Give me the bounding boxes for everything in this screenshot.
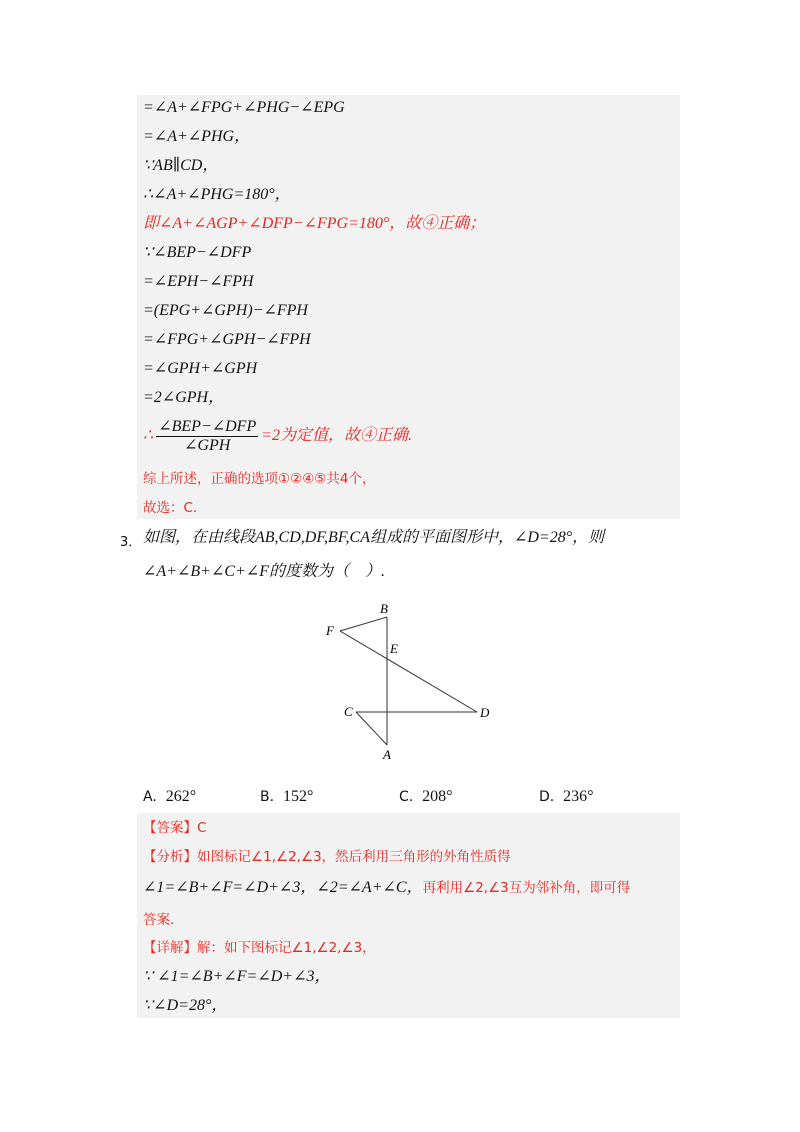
solution-line-1: =∠A+∠FPG+∠PHG−∠EPG [143, 99, 345, 116]
option-d-value: 236° [563, 788, 594, 805]
label-E: E [390, 641, 398, 656]
solution-line-3: ∵AB∥CD， [143, 157, 219, 174]
label-F: F [326, 623, 334, 638]
fraction-conclusion: =2为定值，故④正确. [261, 427, 413, 445]
analysis-line-2 [143, 877, 630, 898]
detail-tag: 【详解】 [143, 940, 197, 956]
solution-line-12-fraction [143, 418, 412, 455]
detail-text-1: 解：如下图标记∠1,∠2,∠3， [197, 940, 376, 956]
fraction-numerator: ∠BEP−∠DFP [158, 418, 257, 435]
analysis-text-1: 如图标记∠1,∠2,∠3，然后利用三角形的外角性质得 [197, 849, 511, 865]
solution-line-9: =∠FPG+∠GPH−∠FPH [143, 331, 311, 348]
fraction-denominator: ∠GPH [184, 437, 231, 454]
geometry-figure [320, 595, 500, 765]
analysis-line-1 [143, 847, 511, 867]
solution-line-2: =∠A+∠PHG， [143, 128, 251, 145]
answer-line [143, 818, 206, 838]
segment-FD [340, 631, 477, 712]
question-text-line-1: 如图，在由线段AB,CD,DF,BF,CA组成的平面图形中，∠D=28°，则 [143, 529, 605, 546]
option-c-letter: C. [399, 789, 414, 805]
solution-line-10: =∠GPH+∠GPH [143, 360, 258, 377]
solution-line-8: =(EPG+∠GPH)−∠FPH [143, 302, 308, 319]
option-c-value: 208° [422, 788, 453, 805]
detail-line-3: ∵∠D=28°， [143, 997, 228, 1014]
solution-line-11: =2∠GPH， [143, 389, 225, 406]
answer-block-background [137, 813, 680, 1018]
segment-CA [356, 712, 387, 745]
solution-line-6: ∵∠BEP−∠DFP [143, 244, 252, 261]
option-a [143, 788, 196, 806]
choice-line: 故选：C. [143, 500, 198, 516]
solution-line-5: 即∠A+∠AGP+∠DFP−∠FPG=180°，故④正确； [143, 215, 486, 232]
option-b [260, 788, 313, 806]
option-c [399, 788, 453, 806]
solution-line-4: ∴∠A+∠PHG=180°， [143, 186, 291, 203]
answer-value: C [197, 820, 207, 836]
option-b-value: 152° [282, 788, 314, 805]
answer-tag: 【答案】 [143, 820, 197, 836]
analysis-tag: 【分析】 [143, 849, 197, 865]
solution-line-7: =∠EPH−∠FPH [143, 273, 254, 290]
option-d-letter: D. [539, 789, 555, 805]
analysis-line-3: 答案. [143, 912, 175, 928]
detail-line-2: ∵ ∠1=∠B+∠F=∠D+∠3， [143, 968, 331, 985]
segment-BF [340, 617, 387, 631]
question-number: 3． [120, 535, 142, 550]
label-C: C [344, 704, 353, 719]
analysis-math: ∠1=∠B+∠F=∠D+∠3，∠2=∠A+∠C， [143, 879, 423, 896]
question-text-line-2: ∠A+∠B+∠C+∠F的度数为（ ）. [143, 563, 386, 580]
option-a-letter: A. [143, 789, 157, 805]
option-d [539, 788, 594, 806]
option-a-value: 262° [165, 788, 197, 805]
summary-line: 综上所述，正确的选项①②④⑤共4个， [143, 471, 376, 487]
label-B: B [380, 601, 388, 616]
analysis-text-2: 再利用∠2,∠3互为邻补角，即可得 [422, 880, 631, 896]
fraction [156, 418, 258, 455]
label-A: A [383, 747, 391, 762]
therefore-symbol: ∴ [143, 427, 154, 445]
detail-line-1 [143, 938, 376, 958]
label-D: D [480, 705, 490, 720]
option-b-letter: B. [260, 789, 275, 805]
